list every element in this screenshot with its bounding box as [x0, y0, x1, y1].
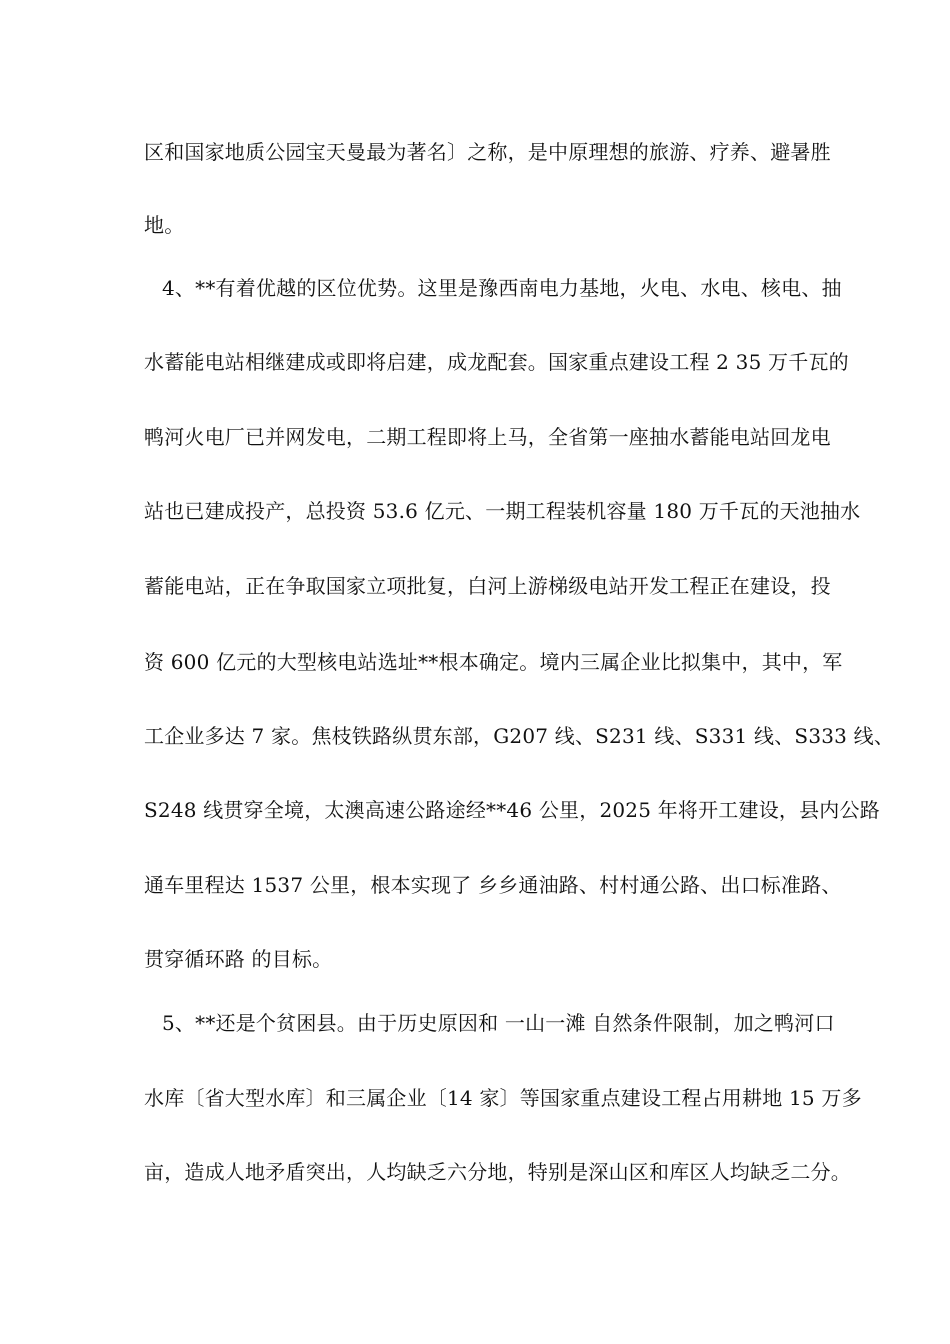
paragraph-line: 工企业多达 7 家。焦枝铁路纵贯东部，G207 线、S231 线、S331 线、S333 线、 [144, 724, 895, 748]
paragraph-line: 贯穿循环路 的目标。 [144, 947, 333, 971]
paragraph-line: 4、**有着优越的区位优势。这里是豫西南电力基地，火电、水电、核电、抽 [162, 276, 842, 300]
paragraph-line: 5、**还是个贫困县。由于历史原因和 一山一滩 自然条件限制，加之鸭河口 [162, 1011, 835, 1035]
paragraph-line: 资 600 亿元的大型核电站选址**根本确定。境内三属企业比拟集中，其中，军 [144, 650, 843, 674]
paragraph-line: 鸭河火电厂已并网发电，二期工程即将上马，全省第一座抽水蓄能电站回龙电 [144, 425, 831, 449]
paragraph-line: 区和国家地质公园宝天曼最为著名〕之称，是中原理想的旅游、疗养、避暑胜 [144, 140, 831, 164]
paragraph-line: S248 线贯穿全境，太澳高速公路途经**46 公里，2025 年将开工建设，县内公路 [144, 798, 880, 822]
paragraph-line: 水库〔省大型水库〕和三属企业〔14 家〕等国家重点建设工程占用耕地 15 万多 [144, 1086, 862, 1110]
paragraph-line: 水蓄能电站相继建成或即将启建，成龙配套。国家重点建设工程 2 35 万千瓦的 [144, 350, 849, 374]
paragraph-line: 亩，造成人地矛盾突出，人均缺乏六分地，特别是深山区和库区人均缺乏二分。 [144, 1160, 851, 1184]
paragraph-line: 通车里程达 1537 公里，根本实现了 乡乡通油路、村村通公路、出口标准路、 [144, 873, 842, 897]
paragraph-line: 站也已建成投产，总投资 53.6 亿元、一期工程装机容量 180 万千瓦的天池抽水 [144, 499, 861, 523]
paragraph-line: 地。 [144, 213, 185, 237]
paragraph-line: 蓄能电站，正在争取国家立项批复，白河上游梯级电站开发工程正在建设，投 [144, 574, 831, 598]
